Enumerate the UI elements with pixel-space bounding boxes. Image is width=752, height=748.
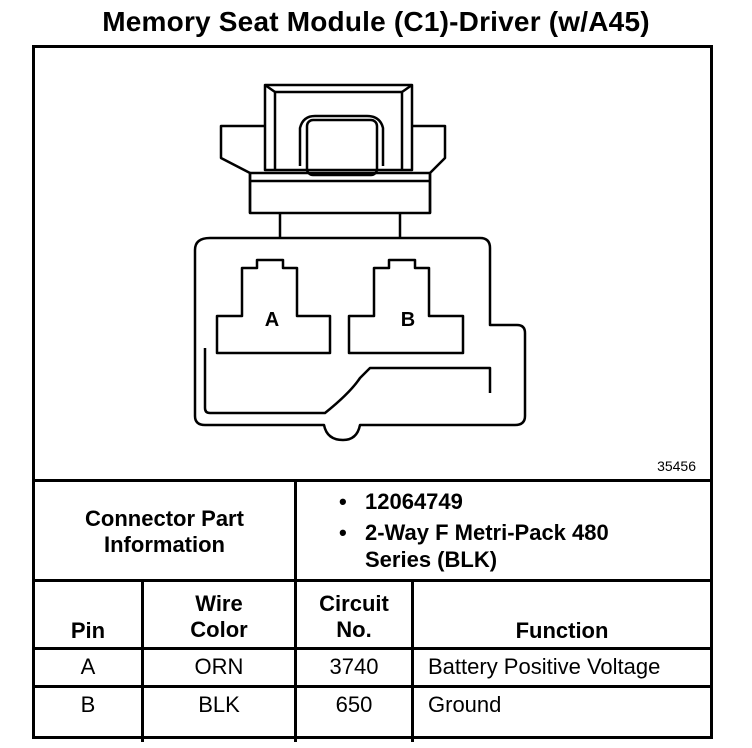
part-number: 12064749 bbox=[365, 489, 463, 514]
connector-part-info-label: Connector Part Information bbox=[85, 506, 244, 557]
connector-diagram bbox=[35, 48, 710, 482]
divider-part-info-bottom bbox=[35, 579, 710, 582]
row-a-pin: A bbox=[80, 654, 96, 679]
terminal-cavity-a bbox=[217, 260, 330, 353]
connector-band bbox=[250, 173, 430, 213]
header-circuit-no: Circuit No. bbox=[319, 591, 389, 642]
terminal-label-a: A bbox=[264, 309, 280, 331]
connector-frame bbox=[32, 45, 713, 739]
diagram-title: Memory Seat Module (C1)-Driver (w/A45) bbox=[102, 6, 650, 37]
header-wire-color: Wire Color bbox=[190, 591, 248, 642]
latch-housing bbox=[265, 85, 412, 170]
terminal-label-b: B bbox=[400, 309, 416, 331]
drawing-number: 35456 bbox=[657, 458, 696, 474]
divider-part-info bbox=[294, 479, 297, 582]
row-a-circuit-no: 3740 bbox=[329, 654, 379, 679]
bullet-icon: • bbox=[339, 520, 347, 545]
row-b-circuit-no: 650 bbox=[335, 692, 373, 717]
header-pin: Pin bbox=[70, 618, 106, 643]
latch-tab bbox=[300, 116, 383, 166]
row-b-function: Ground bbox=[428, 692, 502, 717]
bullet-icon: • bbox=[339, 489, 347, 514]
row-b-wire-color: BLK bbox=[198, 692, 240, 717]
connector-part-info-list bbox=[335, 488, 705, 577]
row-a-wire-color: ORN bbox=[194, 654, 244, 679]
terminal-cavity-b bbox=[349, 260, 463, 353]
header-function: Function bbox=[515, 618, 609, 643]
part-info-item bbox=[335, 488, 705, 515]
connector-type: 2-Way F Metri-Pack 480 Series (BLK) bbox=[365, 520, 609, 572]
part-info-item bbox=[335, 519, 705, 573]
row-a-function: Battery Positive Voltage bbox=[428, 654, 661, 679]
row-b-pin: B bbox=[80, 692, 96, 717]
connector-drawing bbox=[35, 48, 710, 482]
